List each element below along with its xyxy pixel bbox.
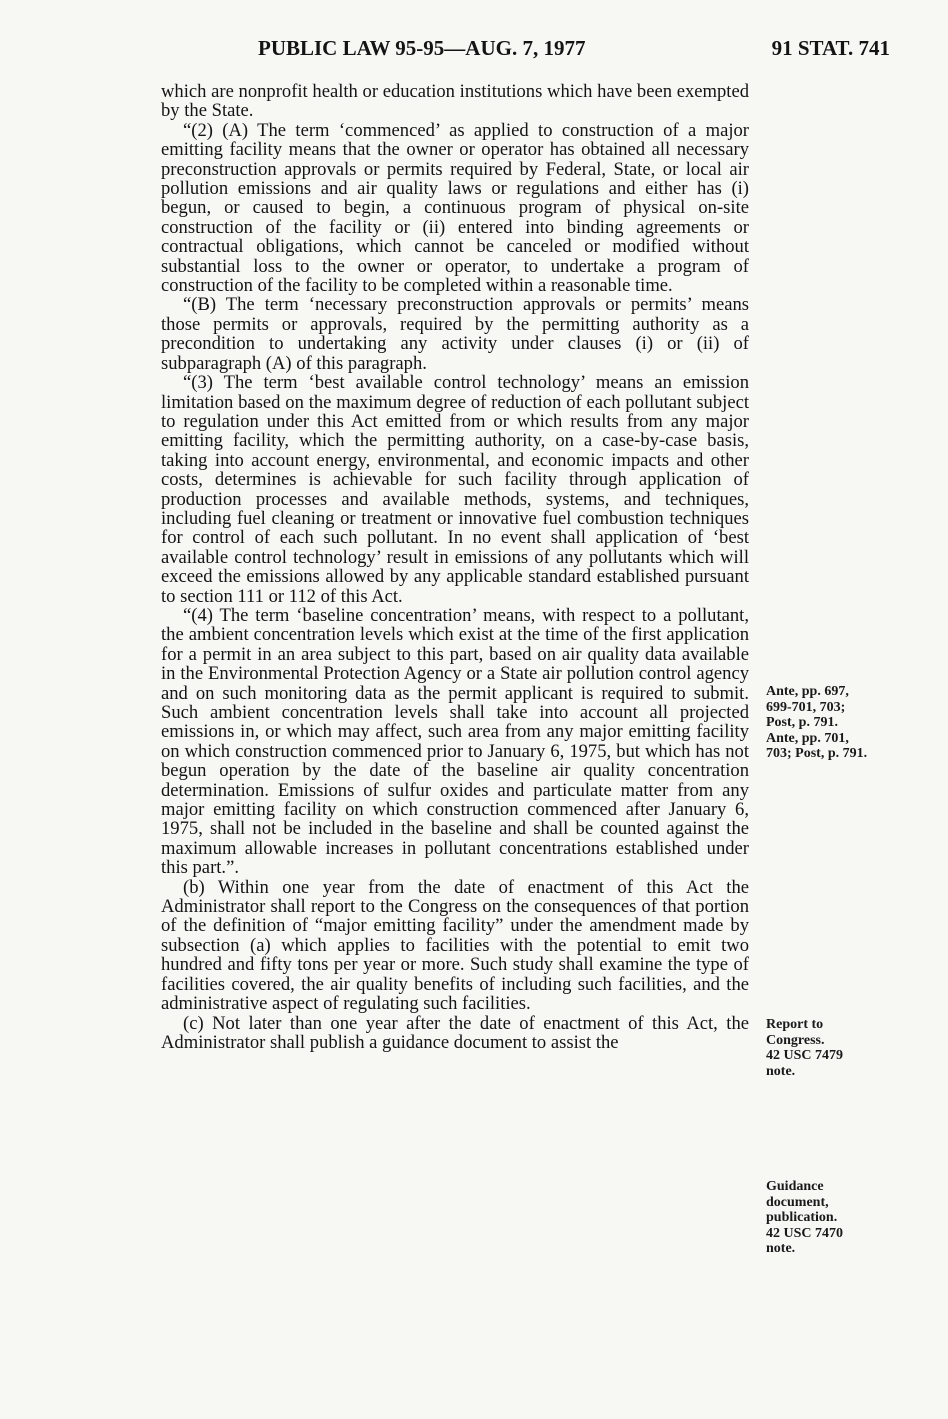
margin-line: publication. [766,1210,838,1225]
margin-line: 699-701, 703; [766,699,846,715]
margin-line: Ante, pp. 701, [766,730,849,746]
margin-line: 42 USC 7479 [766,1048,844,1063]
margin-line: note. [766,1241,796,1256]
margin-line: Ante, pp. 697, [766,684,849,699]
running-header [0,36,948,66]
paragraph-b-report: (b) Within one year from the date of enactment of this Act the Administrator shall report to the Congress on the consequences of that portion of the definition of “major emitting facility” under the amendment made by subsection (a) which applies to facilities with the potential to emit two hundred and fifty tons per year or more. Such study shall examine the type of facilities covered, the air quality benefits of including such facilities, and the administrative aspect of regulating such facilities. [161,876,749,1015]
header-title: PUBLIC LAW 95-95—AUG. 7, 1977 [258,36,586,60]
margin-note-ante-post [766,684,916,762]
paragraph-1-continuation: which are nonprofit health or education institutions which have been exempted by the State. [161,81,749,122]
body-text [161,82,749,1052]
paragraph-c-guidance: (c) Not later than one year after the date of enactment of this Act, the Administrator shall publish a guidance document to assist the [161,1012,749,1053]
margin-line: 42 USC 7470 [766,1225,844,1241]
paragraph-3-bact: “(3) The term ‘best available control technology’ means an emission limitation based on the maximum degree of reduction of each pollutant subject to regulation under this Act emitted from or which results from any major emitting facility, which the permitting authority, on a case-by-case basis, taking into account energy, environmental, and economic impacts and other costs, determines is achievable for such facility through application of production processes and available methods, systems, and techniques, including fuel cleaning or treatment or innovative fuel combustion techniques for control of each such pollutant. In no event shall application of ‘best available control technology’ result in emissions of any pollutants which will exceed the emissions allowed by any applicable standard established pursuant to section 111 or 112 of this Act. [161,372,749,607]
margin-line: Congress. [766,1032,825,1048]
statute-page-number: 91 STAT. 741 [771,36,890,60]
paragraph-2a-commenced: “(2) (A) The term ‘commenced’ as applied to construction of a major emitting facility means that the owner or operator has obtained all necessary preconstruction approvals or permits required by Federal, State, or local air pollution emissions and air quality laws or regulations and either has (i) begun, or caused to begin, a continuous program of physical on-site construction of the facility or (ii) entered into binding agreements or contractual obligations, which cannot be canceled or modified without substantial loss to the owner or operator, to undertake a program of construction of the facility to be completed within a reasonable time. [161,119,749,297]
paragraph-4-baseline: “(4) The term ‘baseline concentration’ means, with respect to a pollutant, the ambient concentration levels which exist at the time of the first application for a permit in an area subject to this part, based on air quality data available in the Environmental Protection Agency or a State air pollution control agency and on such monitoring data as the permit applicant is required to submit. Such ambient concentration levels shall take into account all projected emissions in, or which may affect, such area from any major emitting facility on which construction commenced prior to January 6, 1975, but which has not begun operation by the date of the baseline air quality concentration determination. Emissions of sulfur oxides and particulate matter from any major emitting facility on which construction commenced after January 6, 1975, shall not be included in the baseline and shall be counted against the maximum allowable increases in pollutant concentrations established under this part.”. [161,604,749,879]
margin-line: Guidance [766,1179,824,1194]
margin-line: Report to [766,1017,824,1032]
paragraph-2b-approvals: “(B) The term ‘necessary preconstruction approvals or permits’ means those permits or approvals, required by the permitting authority as a precondition to undertaking any activity under clauses (i) or (ii) of subparagraph (A) of this paragraph. [161,294,749,374]
margin-note-report [766,1017,916,1079]
margin-line: 703; Post, p. 791. [766,746,868,761]
margin-note-guidance [766,1179,916,1257]
margin-line: document, [766,1194,829,1210]
margin-line: Post, p. 791. [766,715,838,730]
margin-line: note. [766,1063,796,1079]
